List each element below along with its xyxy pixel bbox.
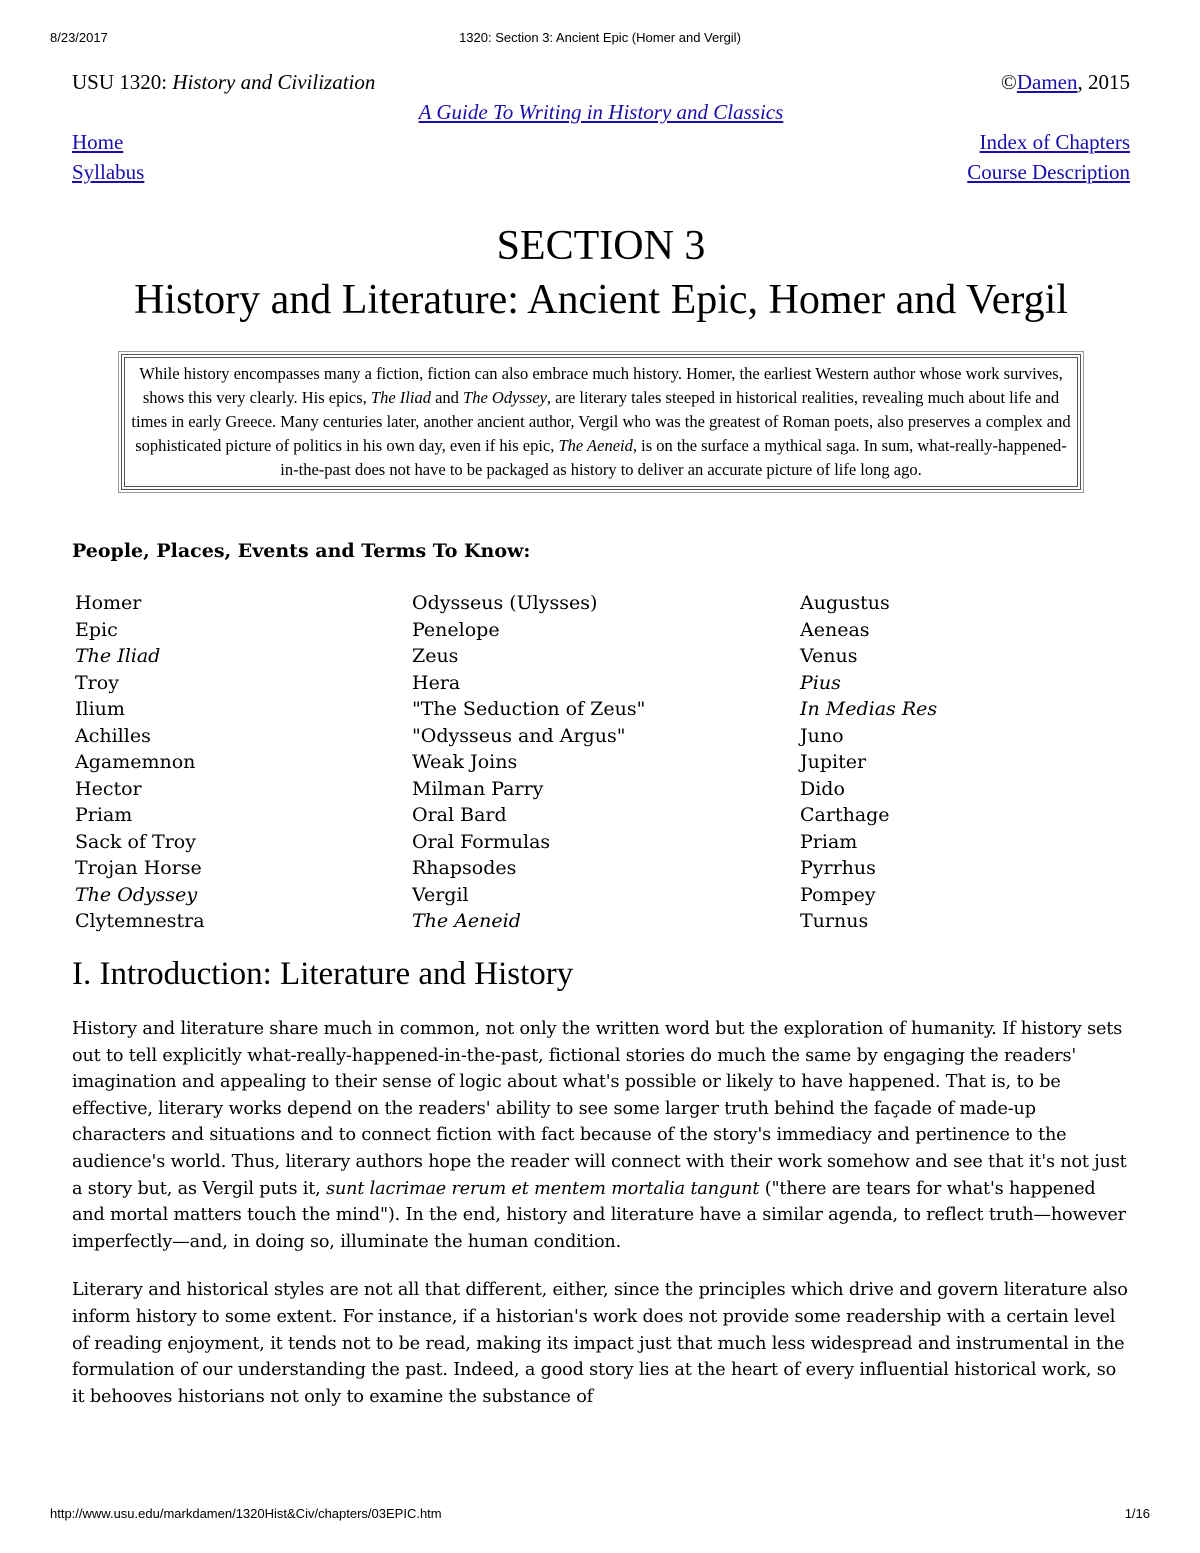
term-item: "The Seduction of Zeus"	[412, 698, 646, 720]
term-item	[412, 908, 645, 935]
guide-link-text: A Guide To Writing in History and Classics	[418, 100, 784, 124]
term-italic: In Medias Res	[800, 698, 938, 720]
intro-title-odyssey: The Odyssey	[463, 388, 547, 407]
term-item	[800, 670, 937, 697]
section-heading: I. Introduction: Literature and History	[72, 956, 574, 992]
terms-list	[72, 590, 1130, 930]
term-item: Rhapsodes	[412, 857, 517, 879]
term-item: Dido	[800, 777, 845, 800]
term-item	[800, 696, 937, 723]
intro-text: While history encompasses many a fiction, fiction can also embrace much history. Homer, the earliest Western author whose work survives, shows this very clearly. His epics,	[139, 364, 1063, 407]
term-item: Achilles	[75, 724, 151, 747]
terms-heading: People, Places, Events and Terms To Know:	[72, 540, 531, 562]
term-item: Zeus	[412, 645, 459, 667]
paragraph-text: ("there are tears for what's happened and mortal matters touch the mind"). In the end, history and literature have a similar agenda, to reflect truth—however imperfectly—and, in doing so, illuminate the human condition.	[72, 1178, 1126, 1252]
terms-column-3	[800, 590, 937, 935]
term-item: Priam	[800, 830, 858, 853]
term-item: Clytemnestra	[75, 910, 205, 932]
print-page-title: 1320: Section 3: Ancient Epic (Homer and Vergil)	[459, 30, 741, 45]
term-item: Hera	[412, 671, 461, 694]
print-page-number: 1/16	[1124, 1506, 1150, 1521]
term-item: Vergil	[412, 883, 469, 906]
term-item: Penelope	[412, 618, 500, 641]
latin-quote: sunt lacrimae rerum et mentem mortalia tangunt	[326, 1178, 760, 1199]
copyright	[1001, 70, 1130, 95]
print-footer	[0, 1506, 1200, 1526]
term-item: Odysseus (Ulysses)	[412, 592, 598, 614]
term-italic: Pius	[800, 671, 841, 694]
print-url: http://www.usu.edu/markdamen/1320Hist&Civ/chapters/03EPIC.htm	[50, 1506, 442, 1521]
term-item: Epic	[75, 618, 118, 641]
term-item: Priam	[75, 804, 133, 826]
paragraph-text: History and literature share much in common, not only the written word but the exploration of humanity. If history sets out to tell explicitly what-really-happened-in-the-past, fictional stories do much the same by engaging the readers' imagination and appealing to their sense of logic about what's possible or likely to have happened. That is, to be effective, literary works depend on the readers' ability to see some larger truth behind the façade of made-up characters and situations and to connect fiction with fact because of the story's immediacy and pertinence to the audience's world. Thus, literary authors hope the reader will connect with their work somehow and see that it's not just a story but, as Vergil puts it,	[72, 1019, 1127, 1199]
term-italic: The Iliad	[75, 645, 161, 667]
intro-text: and	[430, 388, 464, 407]
term-italic: The Odyssey	[75, 883, 198, 906]
term-item: Augustus	[800, 592, 890, 614]
intro-text: , is on the surface a mythical saga. In sum, what-really-happened-in-the-past does not have to be packaged as history to deliver an accurate picture of life long ago.	[280, 436, 1067, 479]
term-item: Ilium	[75, 698, 125, 720]
intro-text: , are literary tales steeped in historical realities, revealing much about life and times in early Greece. Many centuries later, another ancient author, Vergil who was the greatest of Roman poets, also preserves a complex and sophisticated picture of politics in his own day, even if his epic,	[131, 388, 1071, 455]
intro-summary-box	[121, 354, 1081, 490]
term-item: Troy	[75, 671, 119, 694]
index-of-chapters-link[interactable]: Index of Chapters	[979, 130, 1130, 154]
term-item: Aeneas	[800, 618, 870, 641]
terms-column-2	[412, 590, 645, 935]
course-name	[72, 70, 375, 95]
intro-title-aeneid: The Aeneid	[558, 436, 633, 455]
term-item: Pyrrhus	[800, 857, 876, 879]
nav-row-1	[72, 130, 1130, 160]
term-item: Jupiter	[800, 751, 867, 773]
term-item: "Odysseus and Argus"	[412, 724, 626, 747]
intro-title-iliad: The Iliad	[370, 388, 431, 407]
syllabus-link[interactable]: Syllabus	[72, 160, 145, 184]
body-paragraph-2: Literary and historical styles are not all that different, either, since the principles which drive and govern literature also inform history to some extent. For instance, if a historian's work does not provide some readership with a certain level of reading enjoyment, it tends not to be read, making its impact just that much less widespread and instrumental in the formulation of our understanding the past. Indeed, a good story lies at the heart of every influential historical work, so it behooves historians not only to examine the substance of	[72, 1280, 1128, 1407]
term-italic: The Aeneid	[412, 910, 521, 932]
term-item: Trojan Horse	[75, 857, 202, 879]
term-item: Homer	[75, 592, 142, 614]
term-item: Oral Formulas	[412, 830, 551, 853]
term-item: Juno	[800, 724, 844, 747]
page-content	[72, 70, 1130, 1410]
course-header	[72, 70, 1130, 100]
section-subtitle: History and Literature: Ancient Epic, Homer and Vergil	[134, 277, 1068, 323]
term-item: Carthage	[800, 804, 890, 826]
term-item: Sack of Troy	[75, 830, 196, 853]
term-item: Hector	[75, 777, 142, 800]
body-paragraph-1	[72, 1016, 1130, 1255]
term-item: Weak Joins	[412, 751, 518, 773]
term-item: Milman Parry	[412, 777, 544, 800]
copyright-year: , 2015	[1077, 70, 1130, 94]
guide-link[interactable]	[419, 100, 784, 124]
term-item: Agamemnon	[75, 751, 196, 773]
term-item: Turnus	[800, 910, 869, 932]
term-item: Venus	[800, 645, 858, 667]
nav-row-2	[72, 160, 1130, 190]
term-item	[75, 882, 205, 909]
course-description-link[interactable]: Course Description	[967, 160, 1130, 184]
print-header	[0, 30, 1200, 50]
term-item	[75, 643, 205, 670]
term-item: Oral Bard	[412, 804, 507, 826]
copyright-symbol: ©	[1000, 70, 1017, 94]
guide-row	[72, 100, 1130, 130]
author-link[interactable]: Damen	[1016, 70, 1078, 94]
terms-column-1	[75, 590, 205, 935]
section-number: SECTION 3	[496, 223, 706, 269]
course-title: History and Civilization	[172, 70, 376, 94]
print-date: 8/23/2017	[50, 30, 108, 45]
home-link[interactable]: Home	[72, 130, 124, 154]
page-title	[72, 220, 1130, 328]
course-prefix: USU 1320:	[72, 70, 173, 94]
term-item: Pompey	[800, 883, 876, 906]
